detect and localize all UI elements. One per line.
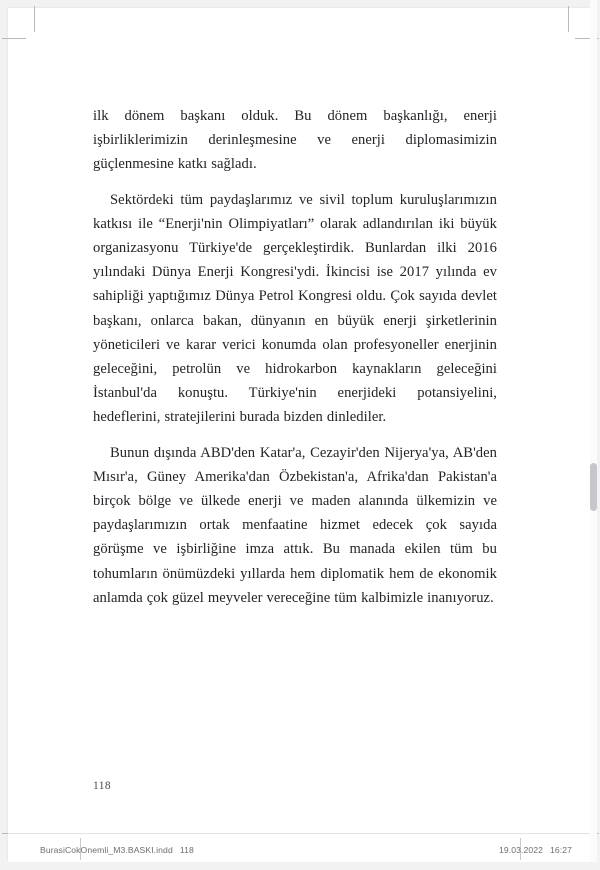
- viewer-bottom-edge: [0, 862, 600, 870]
- body-paragraph: Bunun dışında ABD'den Katar'a, Cezayir'den Nijerya'ya, AB'den Mısır'a, Güney Amerika'dan Özbekistan'a, Afrika'dan Pakistan'a birçok bölge ve ülkede enerji ve maden alanında ülkemizin ve paydaşlarımızın ortak menfaatine hizmet edecek çok sayıda görüşme ve işbirliğine imza attık. Bu manada ekilen tüm bu tohumların önümüzdeki yıllarda hem diplomatik hem de ekonomik anlamda çok güzel meyveler vereceğine tüm kalbimizle inanıyoruz.: [93, 444, 497, 606]
- footer-time: 16:27: [549, 845, 572, 855]
- footer-date: 19.03.2022: [498, 845, 543, 855]
- crop-mark-top-left-vertical: [34, 6, 35, 32]
- scrollbar-track[interactable]: [590, 0, 597, 870]
- footer-filename-text: BurasiCokOnemli_M3.BASKI.indd: [40, 845, 173, 855]
- crop-mark-top-right-vertical: [568, 6, 569, 32]
- page-text-column: [93, 104, 497, 610]
- footer-page-number: 118: [179, 845, 194, 855]
- footer-filename: [40, 845, 194, 855]
- body-paragraph: Sektördeki tüm paydaşlarımız ve sivil toplum kuruluşlarımızın katkısı ile “Enerji'nin Olimpiyatları” olarak adlandırılan iki büyük organizasyonu Türkiye'de gerçekleştirdik. Bunlardan ilki 2016 yılındaki Dünya Enerji Kongresi'ydi. İkincisi ise 2017 yılında ev sahipliği yaptığımız Dünya Petrol Kongresi oldu. Çok sayıda devlet başkanı, onlarca bakan, dünyanın en büyük enerji şirketlerinin yöneticileri ve karar verici konumda olan profesyoneller enerjinin geleceğini, petrolün ve hidrokarbon kaynakların geleceğini İstanbul'da konuştu. Türkiye'nin enerjideki potansiyelini, hedeflerini, stratejilerini burada bizden dinlediler.: [93, 191, 497, 426]
- body-paragraph: ilk dönem başkanı olduk. Bu dönem başkanlığı, enerji işbirliklerimizin derinleşmesine ve enerji diplomasimizin güçlenmesine katkı sağladı.: [93, 108, 497, 173]
- page-folio: 118: [93, 780, 112, 792]
- crop-mark-top-left-horizontal: [2, 38, 26, 39]
- scrollbar-thumb[interactable]: [590, 463, 597, 511]
- footer-timestamp: [499, 845, 572, 855]
